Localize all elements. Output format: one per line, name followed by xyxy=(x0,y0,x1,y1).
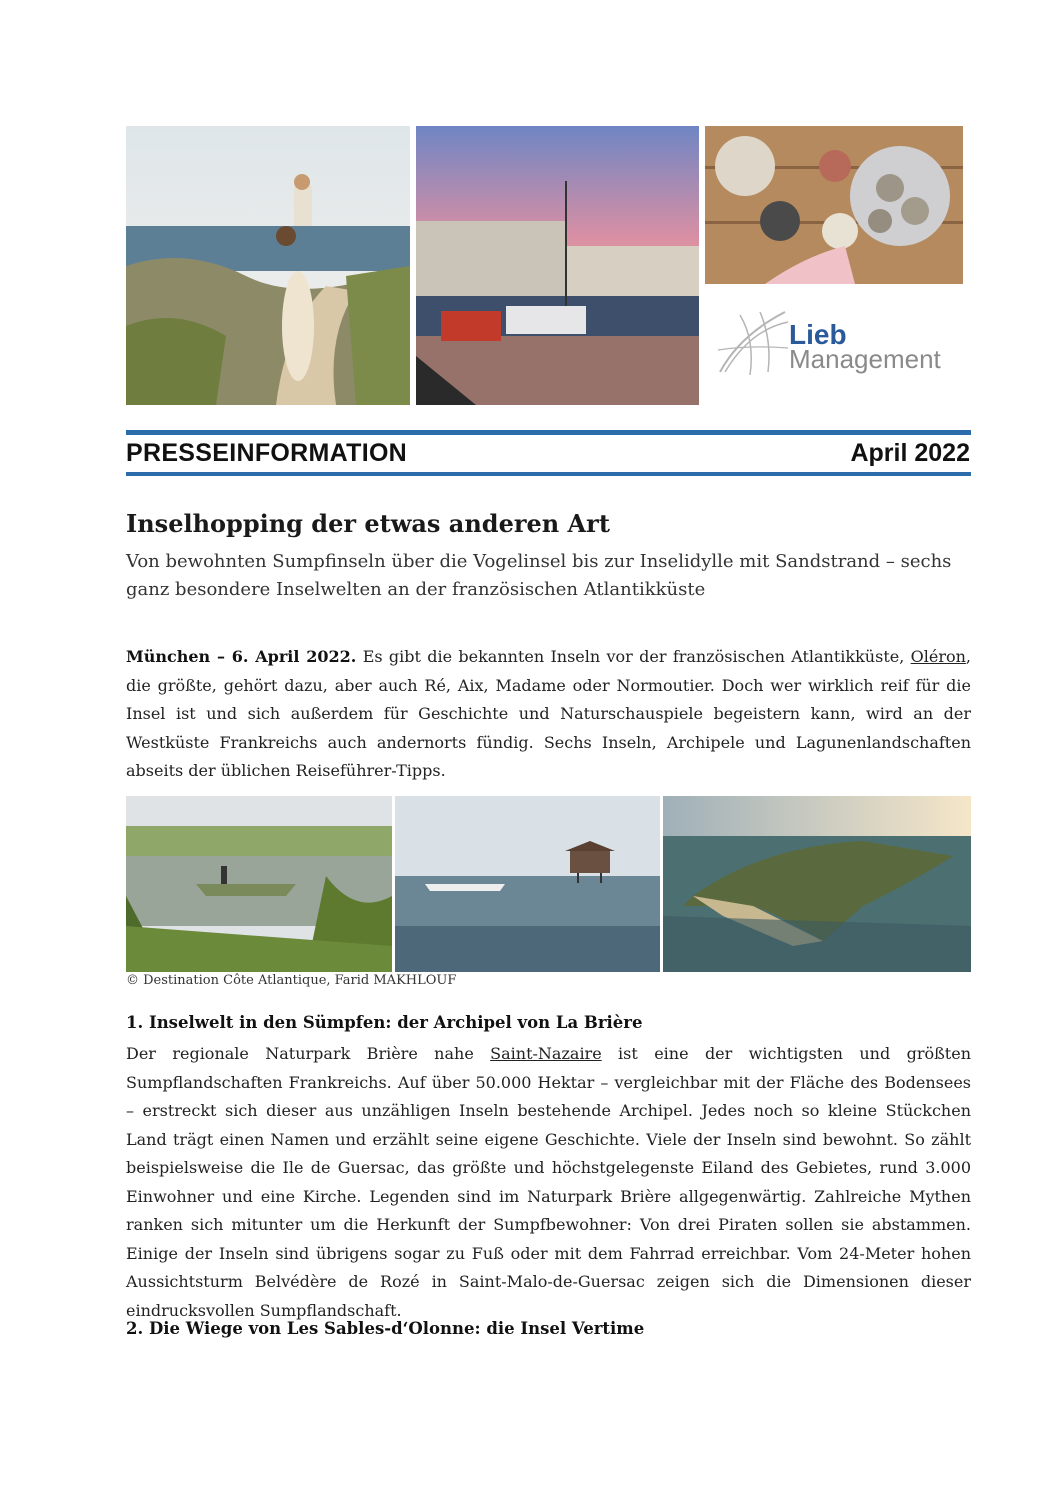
intro-text-2: , die größte, gehört dazu, aber auch Ré, Aix, Madame oder Normoutier. Doch wer wirklich reif für die Insel ist und sich außerdem für Geschichte und Naturschauspiele begeistern kann, wird an der Westküste Frankreichs auch andernorts fündig. Sechs Inseln, Archipele und Lagunenlandschaften abseits der üblichen Reiseführer-Tipps. xyxy=(126,647,972,780)
photo-lagoon-stilt-house xyxy=(395,796,660,972)
section-1-text-1: Der regionale Naturpark Brière nahe xyxy=(126,1044,491,1063)
intro-lead: München – 6. April 2022. xyxy=(126,647,357,666)
press-title: PRESSEINFORMATION xyxy=(126,439,408,467)
logo-text-lieb: Lieb xyxy=(789,319,847,350)
link-saint-nazaire[interactable]: Saint-Nazaire xyxy=(490,1044,602,1063)
intro-text-1: Es gibt die bekannten Inseln vor der französischen Atlantikküste, xyxy=(356,647,911,666)
section-1-paragraph xyxy=(126,1040,971,1325)
header-rule-bottom xyxy=(126,472,971,476)
section-1-text-2: ist eine der wichtigsten und größten Sumpflandschaften Frankreichs. Auf über 50.000 Hektar – vergleichbar mit der Fläche des Bodensees – erstreckt sich dieser aus unzähligen Inseln bestehende Archipel. Jedes noch so kleine Stückchen Land trägt einen Namen und erzählt seine eigene Geschichte. Viele der Inseln sind bewohnt. So zählt beispielsweise die Ile de Guersac, das größte und höchstgelegenste Eiland des Gebietes, rund 3.000 Einwohner und eine Kirche. Legenden sind im Naturpark Brière allgegenwärtig. Zahlreiche Mythen ranken sich mitunter um die Herkunft der Sumpfbewohner: Von drei Piraten sollen sie abstammen. Einige der Inseln sind übrigens sogar zu Fuß oder mit dem Fahrrad erreichbar. Vom 24-Meter hohen Aussichtsturm Belvédère de Rozé in Saint-Malo-de-Guersac zeigen sich die Dimensionen dieser eindrucksvollen Sumpflandschaft. xyxy=(126,1044,971,1320)
photo-marsh-boat xyxy=(126,796,392,972)
photo-caption: © Destination Côte Atlantique, Farid MAKHLOUF xyxy=(126,973,457,988)
intro-paragraph xyxy=(126,643,971,786)
press-date: April 2022 xyxy=(850,439,970,467)
logo-text-management: Management xyxy=(789,344,941,374)
header-rule-top xyxy=(126,430,971,435)
article-headline: Inselhopping der etwas anderen Art xyxy=(126,509,610,538)
photo-harbor-sunset xyxy=(416,126,699,405)
photo-beach-mother-child xyxy=(126,126,410,405)
photo-oysters-table xyxy=(705,126,963,284)
article-subtitle: Von bewohnten Sumpfinseln über die Vogelinsel bis zur Inselidylle mit Sandstrand – sechs ganz besondere Inselwelten an der französischen Atlantikküste xyxy=(126,551,952,600)
section-1-heading: 1. Inselwelt in den Sümpfen: der Archipel von La Brière xyxy=(126,1013,643,1032)
section-2-heading: 2. Die Wiege von Les Sables-d‘Olonne: die Insel Vertime xyxy=(126,1319,645,1338)
link-oleron[interactable]: Oléron xyxy=(910,647,966,666)
lieb-management-logo-icon xyxy=(710,300,790,380)
photo-aerial-fortress xyxy=(663,796,971,972)
